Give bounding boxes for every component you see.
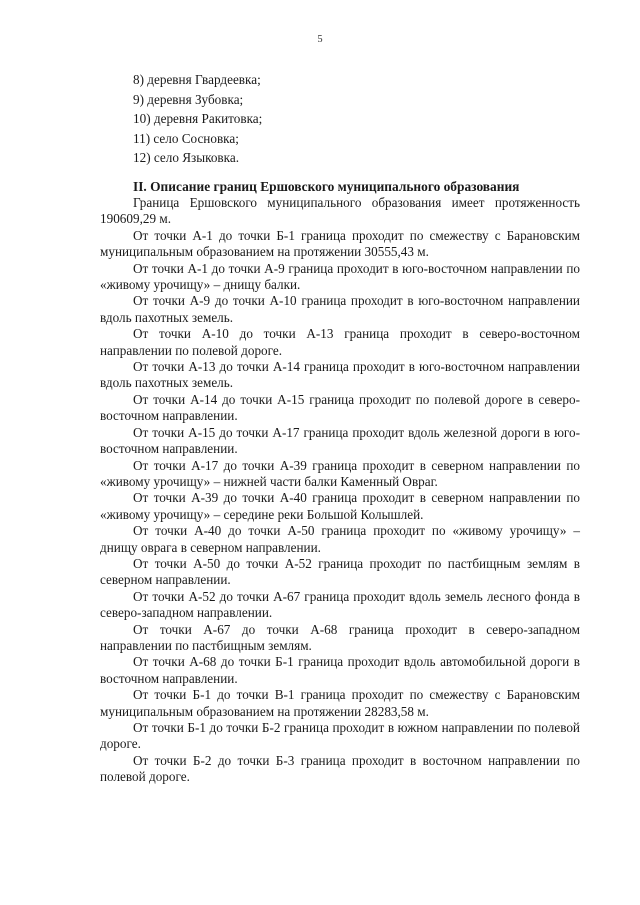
list-item: 12) село Языковка. [133,150,239,165]
paragraph: От точки А-68 до точки Б-1 граница проходит вдоль автомобильной дороги в восточном направлении. [100,654,580,686]
list-item: 11) село Сосновка; [133,130,239,146]
page-number: 5 [317,34,323,45]
list-item: 9) деревня Зубовка; [133,91,244,107]
paragraph: От точки А-39 до точки А-40 граница проходит в северном направлении по «живому урочищу» – середине реки Большой Колышлей. [100,490,580,522]
paragraph: От точки А-1 до точки Б-1 граница проходит по смежеству с Барановским муниципальным образованием на протяжении 30555,43 м. [100,227,580,260]
paragraph: От точки Б-1 до точки Б-2 граница проходит в южном направлении по полевой дороге. [100,720,580,752]
paragraph: От точки А-10 до точки А-13 граница проходит в северо-восточном направлении по полевой дороге. [100,326,580,358]
paragraph: От точки А-67 до точки А-68 граница проходит в северо-западном направлении по пастбищным землям. [100,621,580,653]
paragraph: От точки А-40 до точки А-50 граница проходит по «живому урочищу» – днищу оврага в северном направлении. [100,523,580,555]
paragraph: От точки А-14 до точки А-15 граница проходит по полевой дороге в северо-восточном направлении. [100,391,580,424]
paragraph: От точки А-1 до точки А-9 граница проходит в юго-восточном направлении по «живому урочищу» – днищу балки. [100,260,580,293]
paragraph: От точки Б-1 до точки В-1 граница проходит по смежеству с Барановским муниципальным образованием на протяжении 28283,58 м. [100,687,580,719]
paragraph: От точки А-15 до точки А-17 граница проходит вдоль железной дороги в юго-восточном направлении. [100,424,580,457]
body-text [100,195,580,786]
paragraph: От точки А-9 до точки А-10 граница проходит в юго-восточном направлении вдоль пахотных земель. [100,293,580,325]
list-item: 10) деревня Ракитовка; [133,111,263,126]
paragraph: От точки А-13 до точки А-14 граница проходит в юго-восточном направлении вдоль пахотных земель. [100,359,580,391]
paragraph: От точки А-52 до точки А-67 граница проходит вдоль земель лесного фонда в северо-западном направлении. [100,588,580,621]
paragraph: От точки А-50 до точки А-52 граница проходит по пастбищным землям в северном направлении. [100,555,580,588]
section-heading: II. Описание границ Ершовского муниципального образования [133,179,520,194]
paragraph: От точки Б-2 до точки Б-3 граница проходит в восточном направлении по полевой дороге. [100,752,580,785]
paragraph: От точки А-17 до точки А-39 граница проходит в северном направлении по «живому урочищу» – нижней части балки Каменный Овраг. [100,457,580,489]
paragraph: Граница Ершовского муниципального образования имеет протяженность 190609,29 м. [100,195,580,227]
settlement-list [133,70,262,168]
list-item: 8) деревня Гвардеевка; [133,72,261,87]
